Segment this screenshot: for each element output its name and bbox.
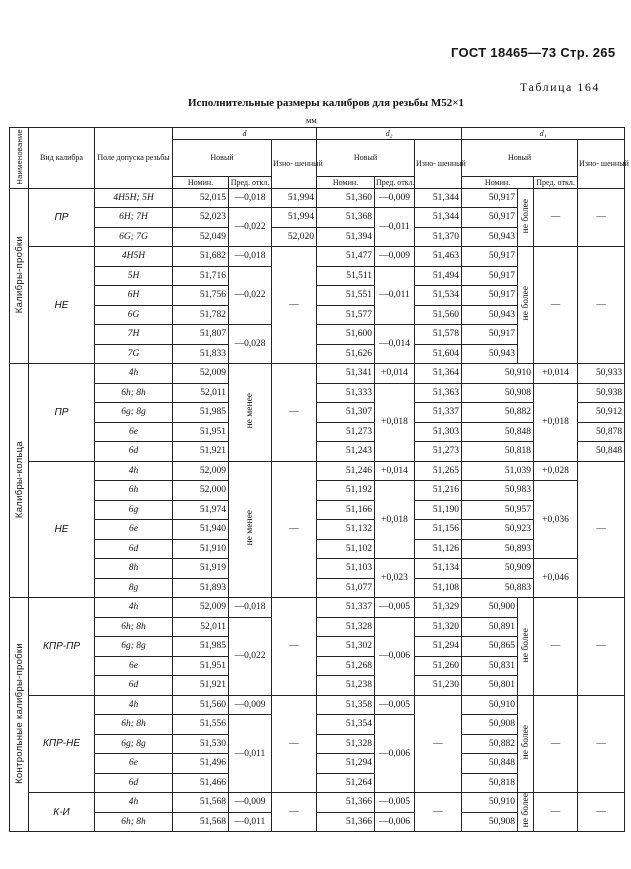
table-row xyxy=(10,559,625,579)
value-cell: 51,494 xyxy=(415,266,462,286)
value-cell: +0,014 xyxy=(375,364,415,384)
value-cell: 52,011 xyxy=(173,617,229,637)
value-cell: 51,534 xyxy=(415,286,462,306)
table-row xyxy=(10,461,625,481)
value-cell: 51,951 xyxy=(173,422,229,442)
value-cell: 51,994 xyxy=(272,188,317,208)
field-cell: 8g xyxy=(95,578,173,598)
field-cell: 6G xyxy=(95,305,173,325)
kind-label: К-И xyxy=(29,793,95,832)
value-cell: 51,265 xyxy=(415,461,462,481)
value-cell: 51,260 xyxy=(415,656,462,676)
value-cell: 51,477 xyxy=(317,247,375,267)
value-cell: 51,302 xyxy=(317,637,375,657)
field-cell: 6d xyxy=(95,676,173,696)
value-cell: 50,917 xyxy=(462,286,518,306)
value-cell: 50,878 xyxy=(578,422,625,442)
value-cell: 50,909 xyxy=(462,559,534,579)
value-cell: 51,366 xyxy=(317,812,375,832)
table-row xyxy=(10,442,625,462)
value-cell: 51,303 xyxy=(415,422,462,442)
value-cell: 51,230 xyxy=(415,676,462,696)
field-cell: 4h xyxy=(95,598,173,618)
value-cell: 51,344 xyxy=(415,208,462,228)
value-cell: 51,077 xyxy=(317,578,375,598)
kind-label: ПР xyxy=(29,364,95,462)
group-label: Контрольные калибры-пробки xyxy=(10,598,29,832)
value-cell: 50,883 xyxy=(462,578,534,598)
value-cell: 52,009 xyxy=(173,364,229,384)
value-cell: 51,358 xyxy=(317,695,375,715)
value-cell: 51,910 xyxy=(173,539,229,559)
dash-cell: — xyxy=(272,598,317,696)
value-cell: —0,005 xyxy=(375,598,415,618)
table-row xyxy=(10,695,625,715)
kind-label: НЕ xyxy=(29,461,95,598)
table-row xyxy=(10,188,625,208)
value-cell: 51,264 xyxy=(317,773,375,793)
value-cell: 51,344 xyxy=(415,188,462,208)
value-cell: 51,556 xyxy=(173,715,229,735)
value-cell: 51,354 xyxy=(317,715,375,735)
field-cell: 6d xyxy=(95,539,173,559)
value-cell: 50,900 xyxy=(462,598,518,618)
table-row xyxy=(10,578,625,598)
value-cell: 52,011 xyxy=(173,383,229,403)
dash-cell: — xyxy=(272,695,317,793)
value-cell: 50,848 xyxy=(462,754,518,774)
value-cell: 51,360 xyxy=(317,188,375,208)
value-cell: 50,983 xyxy=(462,481,534,501)
field-cell: 6H; 7H xyxy=(95,208,173,228)
value-cell: 51,166 xyxy=(317,500,375,520)
value-cell: 51,238 xyxy=(317,676,375,696)
value-cell: 51,604 xyxy=(415,344,462,364)
value-cell: —0,018 xyxy=(229,598,272,618)
group-label: Калибры-пробки xyxy=(10,188,29,364)
table-row xyxy=(10,383,625,403)
value-cell: 51,463 xyxy=(415,247,462,267)
dash-cell: — xyxy=(578,247,625,364)
value-cell: 51,756 xyxy=(173,286,229,306)
value-cell: 51,294 xyxy=(415,637,462,657)
value-cell: 50,912 xyxy=(578,403,625,423)
value-cell: +0,014 xyxy=(534,364,578,384)
field-cell: 4h xyxy=(95,364,173,384)
table-row xyxy=(10,793,625,813)
value-cell: 51,246 xyxy=(317,461,375,481)
field-cell: 4H5H xyxy=(95,247,173,267)
value-cell: 51,329 xyxy=(415,598,462,618)
value-cell: 50,882 xyxy=(462,734,518,754)
header-d2-nom: Номин. xyxy=(317,176,375,188)
header-d-worn: Изно- шенный xyxy=(272,140,317,189)
note-cell: не более xyxy=(518,247,534,364)
value-cell: 50,865 xyxy=(462,637,518,657)
value-cell: 50,908 xyxy=(462,383,534,403)
table-row xyxy=(10,422,625,442)
field-cell: 5H xyxy=(95,266,173,286)
table-row xyxy=(10,500,625,520)
value-cell: —0,011 xyxy=(229,812,272,832)
value-cell: 52,000 xyxy=(173,481,229,501)
field-cell: 6d xyxy=(95,442,173,462)
field-cell: 8h xyxy=(95,559,173,579)
kind-label: КПР-НЕ xyxy=(29,695,95,793)
value-cell: 50,908 xyxy=(462,812,518,832)
value-cell: 51,560 xyxy=(415,305,462,325)
header-d1-nom: Номин. xyxy=(462,176,534,188)
value-cell: 50,882 xyxy=(462,403,534,423)
value-cell: —0,011 xyxy=(375,266,415,325)
value-cell: 51,893 xyxy=(173,578,229,598)
value-cell: 50,910 xyxy=(462,364,534,384)
value-cell: 51,320 xyxy=(415,617,462,637)
field-cell: 6G; 7G xyxy=(95,227,173,247)
value-cell: —0,006 xyxy=(375,812,415,832)
dash-cell: — xyxy=(534,695,578,793)
value-cell: 50,957 xyxy=(462,500,534,520)
value-cell: 50,818 xyxy=(462,442,534,462)
value-cell: 51,273 xyxy=(317,422,375,442)
value-cell: 52,015 xyxy=(173,188,229,208)
field-cell: 6d xyxy=(95,773,173,793)
dash-cell: — xyxy=(578,188,625,247)
field-cell: 4h xyxy=(95,695,173,715)
kind-label: КПР-ПР xyxy=(29,598,95,696)
value-cell: —0,011 xyxy=(375,208,415,247)
value-cell: 52,023 xyxy=(173,208,229,228)
value-cell: 51,577 xyxy=(317,305,375,325)
value-cell: 50,917 xyxy=(462,266,518,286)
header-name: Наименование xyxy=(10,128,29,189)
value-cell: 52,020 xyxy=(272,227,317,247)
field-cell: 4H5H; 5H xyxy=(95,188,173,208)
field-cell: 7H xyxy=(95,325,173,345)
value-cell: 50,908 xyxy=(462,715,518,735)
value-cell: 51,366 xyxy=(317,793,375,813)
dash-cell: — xyxy=(534,598,578,696)
value-cell: —0,009 xyxy=(375,247,415,267)
field-cell: 6H xyxy=(95,286,173,306)
field-cell: 6h xyxy=(95,481,173,501)
value-cell: +0,023 xyxy=(375,559,415,598)
value-cell: 50,910 xyxy=(462,793,518,813)
dash-cell: — xyxy=(534,247,578,364)
value-cell: 51,268 xyxy=(317,656,375,676)
value-cell: 50,933 xyxy=(578,364,625,384)
value-cell: 51,530 xyxy=(173,734,229,754)
header-d1: d₁ xyxy=(462,128,625,140)
table-row xyxy=(10,481,625,501)
value-cell: 50,910 xyxy=(462,695,518,715)
header-d1-dev: Пред. откл. xyxy=(534,176,578,188)
value-cell: 51,333 xyxy=(317,383,375,403)
value-cell: 50,848 xyxy=(578,442,625,462)
header-d-new: Новый xyxy=(173,140,272,177)
value-cell: 51,511 xyxy=(317,266,375,286)
value-cell: 51,156 xyxy=(415,520,462,540)
value-cell: —0,011 xyxy=(229,715,272,793)
kind-label: НЕ xyxy=(29,247,95,364)
value-cell: 50,891 xyxy=(462,617,518,637)
value-cell: 50,923 xyxy=(462,520,534,540)
value-cell: 51,985 xyxy=(173,403,229,423)
value-cell: —0,014 xyxy=(375,325,415,364)
dash-cell: — xyxy=(272,793,317,832)
table-row xyxy=(10,364,625,384)
value-cell: 50,917 xyxy=(462,325,518,345)
dash-cell: — xyxy=(578,461,625,598)
field-cell: 6e xyxy=(95,754,173,774)
header-d: d xyxy=(173,128,317,140)
value-cell: —0,009 xyxy=(229,695,272,715)
table-row xyxy=(10,403,625,423)
field-cell: 7G xyxy=(95,344,173,364)
value-cell: 51,341 xyxy=(317,364,375,384)
value-cell: 51,273 xyxy=(415,442,462,462)
value-cell: 51,108 xyxy=(415,578,462,598)
value-cell: —0,005 xyxy=(375,695,415,715)
value-cell: —0,009 xyxy=(229,793,272,813)
value-cell: 50,893 xyxy=(462,539,534,559)
group-label: Калибры-кольца xyxy=(10,364,29,598)
value-cell: 51,782 xyxy=(173,305,229,325)
value-cell: —0,018 xyxy=(229,247,272,267)
value-cell: 51,190 xyxy=(415,500,462,520)
dimensions-table xyxy=(9,127,629,832)
value-cell: 51,833 xyxy=(173,344,229,364)
value-cell: —0,006 xyxy=(375,715,415,793)
table-row xyxy=(10,520,625,540)
field-cell: 6h; 8h xyxy=(95,812,173,832)
value-cell: 51,103 xyxy=(317,559,375,579)
header-d1-new: Новый xyxy=(462,140,578,177)
value-cell: 50,943 xyxy=(462,305,518,325)
note-cell: не более xyxy=(518,793,534,832)
value-cell: —0,022 xyxy=(229,208,272,247)
value-cell: 50,938 xyxy=(578,383,625,403)
value-cell: 50,831 xyxy=(462,656,518,676)
header-d-nom: Номин. xyxy=(173,176,229,188)
value-cell: 50,848 xyxy=(462,422,534,442)
value-cell: —0,009 xyxy=(375,188,415,208)
unit-label: мм xyxy=(306,115,317,125)
value-cell: 51,568 xyxy=(173,812,229,832)
value-cell: 51,974 xyxy=(173,500,229,520)
dash-cell: — xyxy=(415,793,462,832)
value-cell: 51,940 xyxy=(173,520,229,540)
value-cell: 51,216 xyxy=(415,481,462,501)
header-d-dev: Пред. откл. xyxy=(229,176,272,188)
value-cell: 51,951 xyxy=(173,656,229,676)
field-cell: 6e xyxy=(95,656,173,676)
field-cell: 6e xyxy=(95,520,173,540)
note-cell: не более xyxy=(518,188,534,247)
value-cell: 51,921 xyxy=(173,442,229,462)
dash-cell: — xyxy=(272,461,317,598)
field-cell: 6g; 8g xyxy=(95,734,173,754)
header-d2-dev: Пред. откл. xyxy=(376,177,415,187)
dash-cell: — xyxy=(272,364,317,462)
page-header: ГОСТ 18465—73 Стр. 265 xyxy=(451,45,616,60)
value-cell: +0,014 xyxy=(375,461,415,481)
value-cell: 51,466 xyxy=(173,773,229,793)
value-cell: —0,022 xyxy=(229,266,272,325)
value-cell: —0,022 xyxy=(229,617,272,695)
value-cell: 50,943 xyxy=(462,227,518,247)
value-cell: +0,046 xyxy=(534,559,578,598)
value-cell: 51,337 xyxy=(415,403,462,423)
value-cell: 51,578 xyxy=(415,325,462,345)
field-cell: 4h xyxy=(95,461,173,481)
field-cell: 6h; 8h xyxy=(95,715,173,735)
dash-cell: — xyxy=(578,695,625,793)
dash-cell: — xyxy=(272,247,317,364)
value-cell: 51,551 xyxy=(317,286,375,306)
value-cell: 51,243 xyxy=(317,442,375,462)
dash-cell: — xyxy=(415,695,462,793)
note-cell: не менее xyxy=(229,461,272,598)
value-cell: 51,192 xyxy=(317,481,375,501)
value-cell: —0,005 xyxy=(375,793,415,813)
header-d1-worn: Изно- шенный xyxy=(578,140,625,189)
value-cell: 51,102 xyxy=(317,539,375,559)
value-cell: —0,006 xyxy=(375,617,415,695)
value-cell: 50,917 xyxy=(462,188,518,208)
value-cell: 50,801 xyxy=(462,676,518,696)
header-field: Поле допуска резьбы xyxy=(95,128,173,189)
value-cell: +0,036 xyxy=(534,481,578,559)
value-cell: 51,328 xyxy=(317,734,375,754)
value-cell: +0,018 xyxy=(534,383,578,461)
header-d2-new: Новый xyxy=(317,140,415,177)
value-cell: 51,328 xyxy=(317,617,375,637)
value-cell: 51,921 xyxy=(173,676,229,696)
note-cell: не более xyxy=(518,695,534,793)
header-kind: Вид калибра xyxy=(29,128,95,189)
field-cell: 6e xyxy=(95,422,173,442)
value-cell: 51,364 xyxy=(415,364,462,384)
table-row xyxy=(10,247,625,267)
value-cell: 51,337 xyxy=(317,598,375,618)
value-cell: 51,307 xyxy=(317,403,375,423)
dash-cell: — xyxy=(578,793,625,832)
dash-cell: — xyxy=(534,188,578,247)
field-cell: 6h; 8h xyxy=(95,383,173,403)
field-cell: 4h xyxy=(95,793,173,813)
value-cell: 50,818 xyxy=(462,773,518,793)
table-number: Таблица 164 xyxy=(520,80,600,94)
value-cell: 51,394 xyxy=(317,227,375,247)
field-cell: 6g; 8g xyxy=(95,637,173,657)
value-cell: 52,049 xyxy=(173,227,229,247)
table-row xyxy=(10,539,625,559)
kind-label: ПР xyxy=(29,188,95,247)
value-cell: 51,985 xyxy=(173,637,229,657)
note-cell: не менее xyxy=(229,364,272,462)
value-cell: 51,560 xyxy=(173,695,229,715)
value-cell: +0,028 xyxy=(534,461,578,481)
value-cell: 51,626 xyxy=(317,344,375,364)
value-cell: 51,134 xyxy=(415,559,462,579)
value-cell: 51,370 xyxy=(415,227,462,247)
value-cell: 51,994 xyxy=(272,208,317,228)
field-cell: 6g xyxy=(95,500,173,520)
value-cell: —0,028 xyxy=(229,325,272,364)
value-cell: 51,363 xyxy=(415,383,462,403)
value-cell: 51,682 xyxy=(173,247,229,267)
value-cell: +0,018 xyxy=(375,481,415,559)
value-cell: 51,132 xyxy=(317,520,375,540)
value-cell: —0,018 xyxy=(229,188,272,208)
value-cell: 52,009 xyxy=(173,598,229,618)
value-cell: 51,807 xyxy=(173,325,229,345)
header-d2: d₂ xyxy=(317,128,462,140)
field-cell: 6h; 8h xyxy=(95,617,173,637)
value-cell: 51,039 xyxy=(462,461,534,481)
value-cell: 51,126 xyxy=(415,539,462,559)
value-cell: 52,009 xyxy=(173,461,229,481)
value-cell: 51,600 xyxy=(317,325,375,345)
value-cell: 51,568 xyxy=(173,793,229,813)
value-cell: 51,716 xyxy=(173,266,229,286)
value-cell: 51,919 xyxy=(173,559,229,579)
field-cell: 6g; 8g xyxy=(95,403,173,423)
dash-cell: — xyxy=(534,793,578,832)
value-cell: 51,496 xyxy=(173,754,229,774)
value-cell: 51,294 xyxy=(317,754,375,774)
value-cell: 50,943 xyxy=(462,344,518,364)
value-cell: 50,917 xyxy=(462,247,518,267)
header-d2-worn: Изно- шенный xyxy=(415,140,462,189)
dash-cell: — xyxy=(578,598,625,696)
note-cell: не более xyxy=(518,598,534,696)
table-row xyxy=(10,598,625,618)
value-cell: +0,018 xyxy=(375,383,415,461)
table-title: Исполнительные размеры калибров для резьбы М52×1 xyxy=(188,97,464,109)
value-cell: 51,368 xyxy=(317,208,375,228)
value-cell: 50,917 xyxy=(462,208,518,228)
